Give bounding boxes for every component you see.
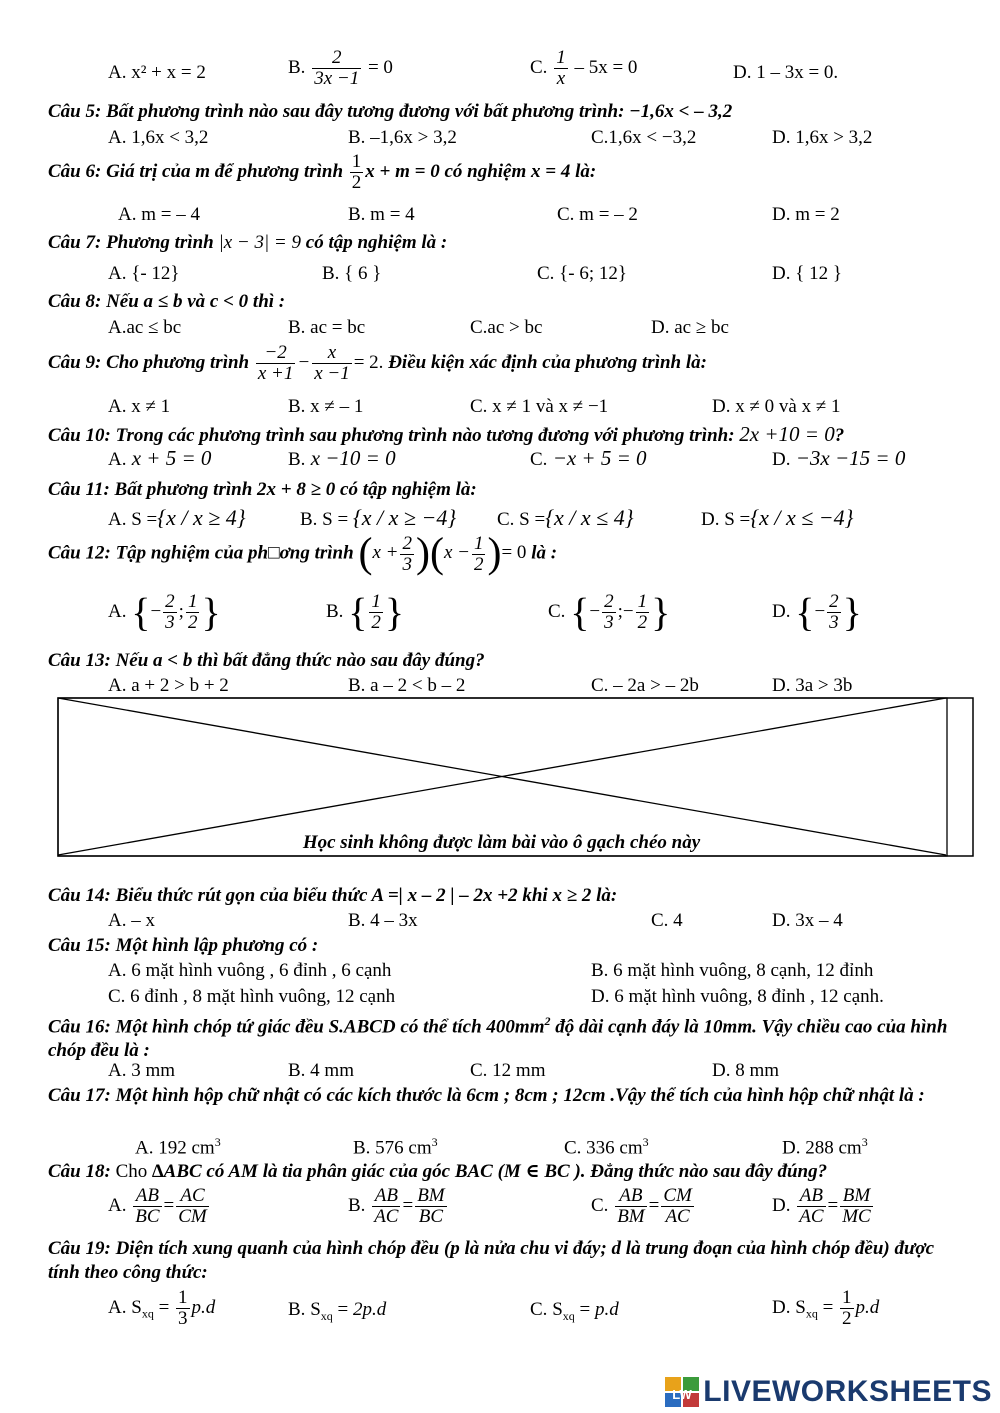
q16-title: Câu 16: Một hình chóp tứ giác đều S.ABCD có thể tích $400mm^2$ độ dài cạnh đáy là 10mm. Vậy chiều cao của hình chóp đều là :	[48, 1014, 948, 1062]
q11-option-a[interactable]: A. S ={x / x ≥ 4}	[108, 505, 246, 530]
q18-option-b[interactable]: B. $\frac{AB}{AC}$ = $\frac{BM}{BC}$	[348, 1185, 445, 1227]
q11-title: Câu 11: Bất phương trình 2x + 8 ≥ 0 có tập nghiệm là:	[48, 479, 477, 500]
q5-option-d[interactable]: D. 1,6x > 3,2	[772, 127, 873, 148]
q15-option-c[interactable]: C. 6 đỉnh , 8 mặt hình vuông, 12 cạnh	[108, 986, 396, 1007]
q13-option-d[interactable]: D. 3a > 3b	[772, 675, 853, 696]
q7-equation: |x − 3| = 9	[218, 232, 302, 253]
q10-option-a[interactable]: A. x + 5 = 0	[108, 446, 212, 470]
logo-text: LIVEWORKSHEETS	[703, 1375, 992, 1408]
q17-title: Câu 17: Một hình hộp chữ nhật có các kích thước là 6cm ; 8cm ; 12cm .Vậy thể tích của hình hộp chữ nhật là :	[48, 1085, 925, 1106]
q14-title: Câu 14: Biểu thức rút gọn của biểu thức A =| x – 2 | – 2x +2 khi x ≥ 2 là:	[48, 885, 618, 906]
q12-option-c[interactable]: C. {− $\frac{2}{3}$ ;− $\frac{1}{2}$ }	[548, 589, 671, 635]
q18-option-a[interactable]: A. $\frac{AB}{BC}$ = $\frac{AC}{CM}$	[108, 1185, 207, 1227]
q14-option-a[interactable]: A. – x	[108, 910, 155, 931]
q4-c-rest: – 5x = 0	[574, 56, 638, 78]
q16-option-c[interactable]: C. 12 mm	[470, 1060, 546, 1081]
q16-option-b[interactable]: B. 4 mm	[288, 1060, 354, 1081]
q12-option-b[interactable]: B. { $\frac{1}{2}$ }	[326, 589, 405, 635]
q14-option-b[interactable]: B. 4 – 3x	[348, 910, 418, 931]
q7-option-d[interactable]: D. { 12 }	[772, 263, 842, 284]
q4-option-a[interactable]: A. x² + x = 2	[108, 62, 206, 83]
svg-text:LW: LW	[672, 1387, 693, 1402]
q18-option-d[interactable]: D. $\frac{AB}{AC}$ = $\frac{BM}{MC}$	[772, 1185, 871, 1227]
q14-option-c[interactable]: C. 4	[651, 910, 683, 931]
q8-option-c[interactable]: C.ac > bc	[470, 317, 543, 338]
q9-fraction-1: $\frac{-2}{x +1}$	[257, 342, 294, 384]
q5-option-b[interactable]: B. –1,6x > 3,2	[348, 127, 457, 148]
q5-option-a[interactable]: A. 1,6x < 3,2	[108, 127, 209, 148]
q15-option-b[interactable]: B. 6 mặt hình vuông, 8 cạnh, 12 đỉnh	[591, 960, 874, 981]
q12-title: Câu 12: Tập nghiệm của ph□ơng trình (x + $\frac{2}{3}$ )(x − $\frac{1}{2}$ )= 0 là :	[48, 531, 558, 577]
q11-option-c[interactable]: C. S ={x / x ≤ 4}	[497, 505, 634, 530]
q17-option-d[interactable]: D. 288 $cm^3$	[782, 1135, 868, 1159]
liveworksheets-logo	[665, 1375, 992, 1409]
q4-c-label: C.	[530, 56, 548, 78]
q10-title: Câu 10: Trong các phương trình sau phương trình nào tương đương với phương trình: 2x +10 = 0?	[48, 422, 845, 446]
q6-option-b[interactable]: B. m = 4	[348, 204, 415, 225]
q13-option-c[interactable]: C. – 2a > – 2b	[591, 675, 699, 696]
q17-option-b[interactable]: B. 576 $cm^3$	[353, 1135, 438, 1159]
crossed-box-note: Học sinh không được làm bài vào ô gạch chéo này	[302, 832, 701, 853]
q9-option-b[interactable]: B. x ≠ – 1	[288, 396, 364, 417]
q12-equation: (x + $\frac{2}{3}$ )(x − $\frac{1}{2}$ )= 0	[358, 531, 527, 577]
q17-option-c[interactable]: C. 336 $cm^3$	[564, 1135, 649, 1159]
q7-option-c[interactable]: C. {- 6; 12}	[537, 263, 628, 284]
q11-option-d[interactable]: D. S ={x / x ≤ −4}	[701, 505, 854, 530]
q12-option-d[interactable]: D. {− $\frac{2}{3}$ }	[772, 589, 862, 635]
q9-fraction-2: $\frac{x}{x -1}$	[314, 342, 350, 384]
q17-option-a[interactable]: A. 192 $cm^3$	[135, 1135, 221, 1159]
q15-title: Câu 15: Một hình lập phương có :	[48, 935, 319, 956]
q14-option-d[interactable]: D. 3x – 4	[772, 910, 843, 931]
q18-title: Câu 18: Cho ∆ABC có AM là tia phân giác của góc BAC (M ∈ BC ). Đẳng thức nào sau đây đúng?	[48, 1161, 828, 1182]
q18-option-c[interactable]: C. $\frac{AB}{BM}$ = $\frac{CM}{AC}$	[591, 1185, 692, 1227]
q4-b-fraction: $\frac{2}{3x -1}$	[314, 47, 360, 89]
q9-option-a[interactable]: A. x ≠ 1	[108, 396, 171, 417]
q9-title: Câu 9: Cho phương trình $\frac{-2}{x +1}$ − $\frac{x}{x -1}$ = 2. Điều kiện xác định của phương trình là:	[48, 342, 707, 384]
q6-title: Câu 6: Giá trị của m để phương trình $\frac{1}{2}$ x + m = 0 có nghiệm x = 4 là:	[48, 151, 597, 193]
q4-c-fraction: $\frac{1}{x}$	[556, 47, 566, 89]
q5-title: Câu 5: Bất phương trình nào sau đây tương đương với bất phương trình: −1,6x < – 3,2	[48, 101, 733, 122]
q9-option-d[interactable]: D. x ≠ 0 và x ≠ 1	[712, 396, 841, 417]
q19-option-d[interactable]: D. $S_{xq}$ = $\frac{1}{2}$ p.d	[772, 1287, 880, 1329]
q11-option-b[interactable]: B. S = {x / x ≥ −4}	[300, 505, 457, 530]
q4-b-label: B.	[288, 56, 306, 78]
q7-option-b[interactable]: B. { 6 }	[322, 263, 382, 284]
q16-option-d[interactable]: D. 8 mm	[712, 1060, 780, 1081]
q15-option-d[interactable]: D. 6 mặt hình vuông, 8 đỉnh , 12 cạnh.	[591, 986, 884, 1007]
q10-option-b[interactable]: B. x −10 = 0	[288, 446, 396, 470]
q19-option-b[interactable]: B. $S_{xq} = 2p.d$	[288, 1299, 387, 1323]
logo-mark-icon	[665, 1377, 699, 1407]
q13-option-b[interactable]: B. a – 2 < b – 2	[348, 675, 466, 696]
q10-option-d[interactable]: D. −3x −15 = 0	[772, 446, 906, 470]
q7-option-a[interactable]: A. {- 12}	[108, 263, 180, 284]
q8-option-d[interactable]: D. ac ≥ bc	[651, 317, 729, 338]
q9-option-c[interactable]: C. x ≠ 1 và x ≠ −1	[470, 396, 609, 417]
q8-option-a[interactable]: A.ac ≤ bc	[108, 317, 182, 338]
q13-option-a[interactable]: A. a + 2 > b + 2	[108, 675, 229, 696]
q4-option-b[interactable]	[288, 48, 393, 89]
q10-equation: 2x +10 = 0	[739, 422, 835, 446]
q15-option-a[interactable]: A. 6 mặt hình vuông , 6 đỉnh , 6 cạnh	[108, 960, 392, 981]
q19-option-a[interactable]: A. $S_{xq}$ = $\frac{1}{3}$ p.d	[108, 1287, 216, 1329]
q6-fraction: $\frac{1}{2}$	[351, 151, 362, 193]
q8-title: Câu 8: Nếu a ≤ b và c < 0 thì :	[48, 291, 286, 312]
q19-title: Câu 19: Diện tích xung quanh của hình chóp đều (p là nửa chu vi đáy; d là trung đoạn của hình chóp đều) được tính theo công thức:	[48, 1238, 935, 1283]
q19-option-c[interactable]: C. $S_{xq} = p.d$	[530, 1299, 619, 1323]
q12-option-a[interactable]: A. {− $\frac{2}{3}$ ; $\frac{1}{2}$ }	[108, 589, 221, 635]
q10-option-c[interactable]: C. −x + 5 = 0	[530, 446, 647, 470]
q5-option-c[interactable]: C.1,6x < −3,2	[591, 127, 697, 148]
q4-option-c[interactable]	[530, 48, 637, 89]
q6-option-a[interactable]: A. m = – 4	[118, 204, 200, 225]
q4-b-rest: = 0	[367, 56, 393, 78]
q7-title: Câu 7: Phương trình |x − 3| = 9 có tập nghiệm là :	[48, 232, 448, 253]
q4-option-d[interactable]: D. 1 – 3x = 0.	[733, 62, 839, 83]
q16-option-a[interactable]: A. 3 mm	[108, 1060, 176, 1081]
q6-option-d[interactable]: D. m = 2	[772, 204, 840, 225]
q13-title: Câu 13: Nếu a < b thì bất đẳng thức nào sau đây đúng?	[48, 650, 485, 671]
q6-option-c[interactable]: C. m = – 2	[557, 204, 638, 225]
q8-option-b[interactable]: B. ac = bc	[288, 317, 366, 338]
